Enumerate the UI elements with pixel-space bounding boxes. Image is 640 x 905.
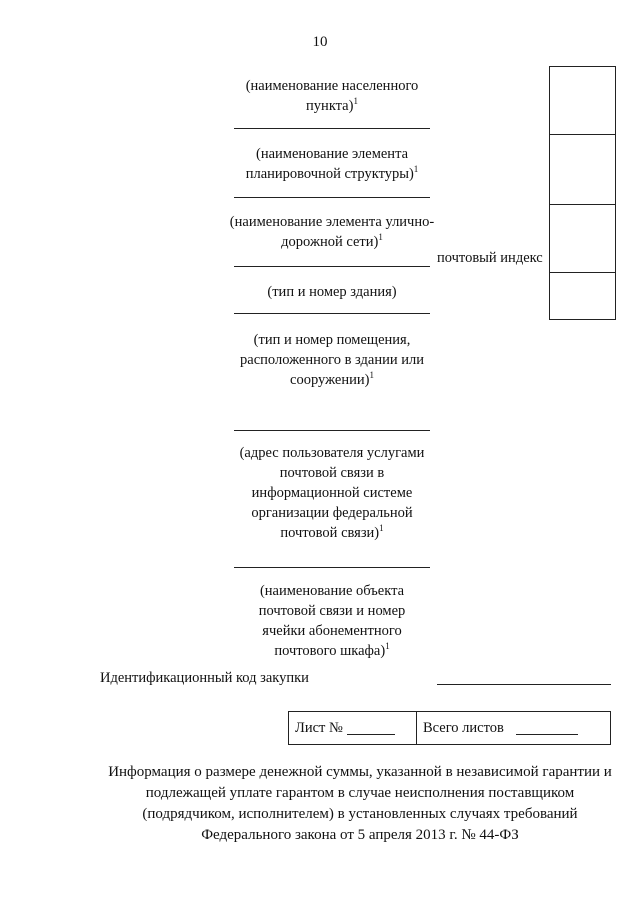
footnote-mark: 1 <box>369 370 374 381</box>
postal-index-grid <box>549 66 616 320</box>
sheets-box <box>288 711 611 745</box>
sheet-number-field[interactable] <box>347 722 395 735</box>
field-room-line[interactable] <box>234 430 430 431</box>
field-street-line[interactable] <box>234 266 430 267</box>
field-locality-label: (наименование населенного пункта) <box>245 78 419 114</box>
field-street-caption <box>226 212 438 252</box>
total-sheets-cell <box>417 712 578 744</box>
postal-index-cell[interactable] <box>550 135 615 205</box>
field-planning-caption <box>226 144 438 184</box>
footnote-mark: 1 <box>379 523 384 534</box>
field-building-label: (тип и номер здания) <box>267 284 397 300</box>
procurement-code-field[interactable] <box>437 684 611 685</box>
sheet-number-label: Лист № <box>295 719 343 736</box>
field-building-caption <box>232 282 432 302</box>
footnote-mark: 1 <box>378 232 383 243</box>
page-number: 10 <box>312 34 328 50</box>
postal-index-cell[interactable] <box>550 67 615 135</box>
postal-index-label: почтовый индекс <box>437 250 543 266</box>
field-planning-line[interactable] <box>234 197 430 198</box>
field-postal-object-label: (наименование объекта почтовой связи и номер ячейки абонементного почтового шкафа) <box>258 583 406 659</box>
sheet-number-cell <box>289 712 417 744</box>
field-locality-caption <box>232 76 432 116</box>
procurement-code-label: Идентификационный код закупки <box>100 670 309 686</box>
footnote-mark: 1 <box>413 164 419 175</box>
total-sheets-field[interactable] <box>516 722 578 735</box>
field-building-line[interactable] <box>234 313 430 314</box>
field-room-caption <box>226 330 438 390</box>
total-sheets-label: Всего листов <box>423 719 504 736</box>
postal-index-cell[interactable] <box>550 273 615 319</box>
field-user-address-label: (адрес пользователя услугами почтовой связи в информационной системе организации федеральной почтовой связи) <box>239 445 425 541</box>
postal-index-cell[interactable] <box>550 205 615 273</box>
footnote-mark: 1 <box>353 96 358 107</box>
field-planning-label: (наименование элемента планировочной структуры) <box>245 146 414 182</box>
field-street-label: (наименование элемента улично-дорожной сети) <box>229 214 435 250</box>
field-user-address-caption <box>226 443 438 543</box>
field-user-address-line[interactable] <box>234 567 430 568</box>
section-heading: Информация о размере денежной суммы, указанной в независимой гарантии и подлежащей уплате гарантом в случае неисполнения поставщиком (подрядчиком, исполнителем) в установленных случаях требований Федерального закона от 5 апреля 2013 г. № 44-ФЗ <box>108 764 612 843</box>
field-postal-object-caption <box>236 581 428 661</box>
footnote-mark: 1 <box>385 641 390 652</box>
field-locality-line[interactable] <box>234 128 430 129</box>
field-room-label: (тип и номер помещения, расположенного в здании или сооружении) <box>240 332 424 388</box>
